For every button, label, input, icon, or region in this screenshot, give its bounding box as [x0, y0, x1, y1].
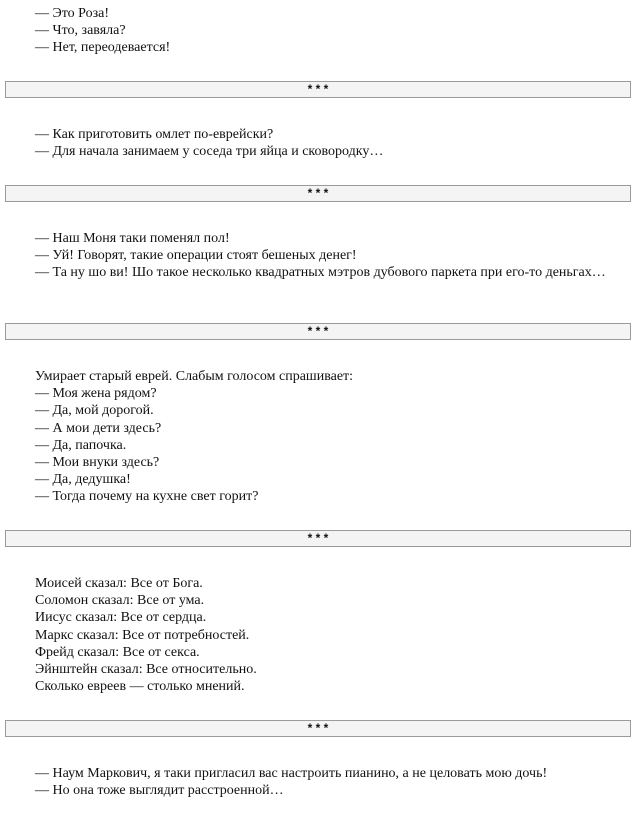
text-line: — Наш Моня таки поменял пол!: [35, 231, 230, 246]
text-line: Сколько евреев — столько мнений.: [35, 679, 245, 695]
text-line: — Нет, переодевается!: [35, 40, 171, 56]
text-paragraph: — Та ну шо ви! Шо такое несколько квадратных мэтров дубового паркета при его-то деньгах…: [35, 265, 606, 281]
text-line: — Это Роза!: [35, 6, 110, 21]
section-separator: * * *: [5, 720, 631, 737]
text-line: Фрейд сказал: Все от секса.: [35, 644, 200, 660]
text-line: — Для начала занимаем у соседа три яйца и сковородку…: [35, 144, 384, 160]
text-line: — Да, мой дорогой.: [35, 403, 154, 419]
text-line: — Да, папочка.: [35, 437, 127, 453]
text-line: — Но она тоже выглядит расстроенной…: [35, 783, 284, 799]
text-line: — Уй! Говорят, такие операции стоят бешеных денег!: [35, 248, 357, 264]
text-line: — Тогда почему на кухне свет горит?: [35, 489, 259, 505]
text-line: — Как приготовить омлет по-еврейски?: [35, 127, 274, 142]
section-separator: * * *: [5, 530, 631, 547]
text-line: — А мои дети здесь?: [35, 420, 162, 436]
text-line: Эйнштейн сказал: Все относительно.: [35, 662, 257, 678]
text-line: Моисей сказал: Все от Бога.: [35, 576, 203, 591]
text-line: Иисус сказал: Все от сердца.: [35, 610, 207, 626]
joke-block: [4, 5, 634, 57]
text-line: — Да, дедушка!: [35, 472, 131, 488]
joke-block: [4, 575, 634, 695]
joke-block: [4, 126, 634, 160]
text-line: — Наум Маркович, я таки пригласил вас настроить пианино, а не целовать мою дочь!: [35, 766, 548, 781]
text-line: — Моя жена рядом?: [35, 386, 157, 402]
section-separator: * * *: [5, 185, 631, 202]
text-line: — Мои внуки здесь?: [35, 455, 160, 471]
text-line: Умирает старый еврей. Слабым голосом спрашивает:: [35, 369, 354, 384]
text-line: — Что, завяла?: [35, 23, 126, 39]
section-separator: * * *: [5, 81, 631, 98]
joke-block: [4, 230, 634, 282]
joke-block: [4, 765, 634, 799]
section-separator: * * *: [5, 323, 631, 340]
text-line: Соломон сказал: Все от ума.: [35, 593, 205, 609]
joke-block: [4, 368, 634, 506]
text-line: Маркс сказал: Все от потребностей.: [35, 627, 250, 643]
